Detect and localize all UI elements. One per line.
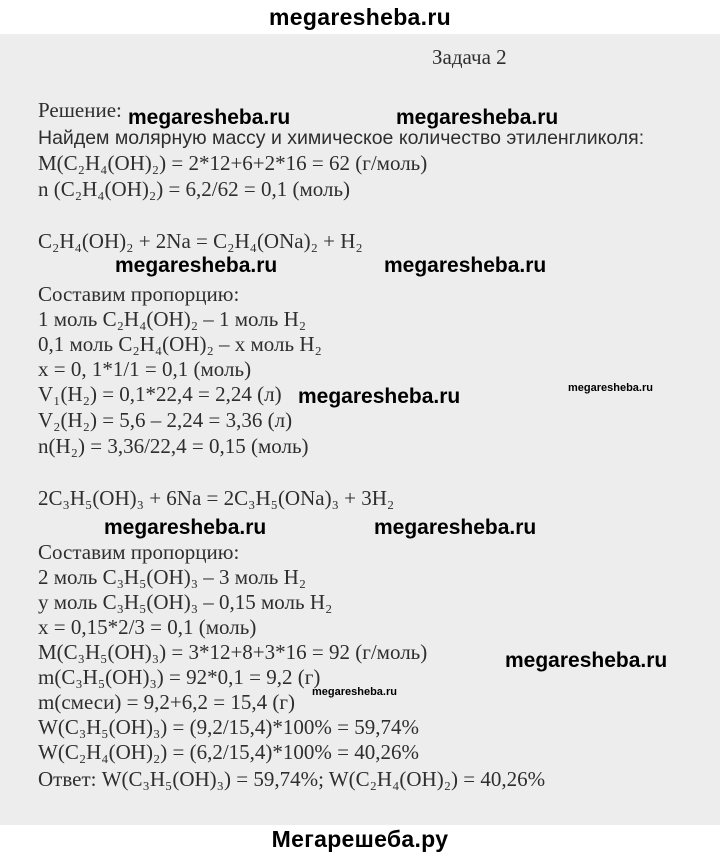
solution-line: V₁(H₂) = 0,1*22,4 = 2,24 (л) (38, 382, 282, 406)
watermark: megaresheba.ru (374, 516, 537, 539)
site-name: megaresheba.ru (269, 4, 451, 30)
solution-line: m(смеси) = 9,2+6,2 = 15,4 (г) (38, 690, 295, 714)
header-bar (0, 0, 720, 34)
watermark: megaresheba.ru (312, 686, 397, 698)
answer-line: Ответ: W(C₃H₅(OH)₃) = 59,74%; W(C₂H₄(OH)₂) = 40,26% (38, 767, 546, 791)
watermark: megaresheba.ru (505, 649, 668, 672)
solution-line: M(C₃H₅(OH)₃) = 3*12+8+3*16 = 92 (г/моль) (38, 640, 428, 664)
solution-line: M(C₂H₄(OH)₂) = 2*12+6+2*16 = 62 (г/моль) (38, 151, 428, 175)
solution-line: V₂(H₂) = 5,6 – 2,24 = 3,36 (л) (38, 408, 293, 432)
solution-line: Составим пропорцию: (38, 282, 240, 306)
footer-bar (0, 825, 720, 857)
watermark: megaresheba.ru (115, 254, 278, 277)
watermark: megaresheba.ru (396, 106, 559, 129)
solution-line: 0,1 моль C₂H₄(OH)₂ – x моль H₂ (38, 332, 322, 356)
watermark: megaresheba.ru (104, 516, 267, 539)
solution-line: Найдем молярную массу и химическое количество этиленгликоля: (38, 127, 645, 149)
watermark: megaresheba.ru (128, 106, 291, 129)
reaction-equation: 2C₃H₅(OH)₃ + 6Na = 2C₃H₅(ONa)₃ + 3H₂ (38, 486, 395, 510)
solution-line: 2 моль C₃H₅(OH)₃ – 3 моль H₂ (38, 565, 307, 589)
solution-line: W(C₂H₄(OH)₂) = (6,2/15,4)*100% = 40,26% (38, 740, 420, 764)
solution-line: m(C₃H₅(OH)₃) = 92*0,1 = 9,2 (г) (38, 665, 321, 689)
solution-line: n (C₂H₄(OH)₂) = 6,2/62 = 0,1 (моль) (38, 177, 351, 201)
watermark: megaresheba.ru (384, 254, 547, 277)
reaction-equation: C₂H₄(OH)₂ + 2Na = C₂H₄(ONa)₂ + H₂ (38, 229, 363, 253)
solution-line: 1 моль C₂H₄(OH)₂ – 1 моль H₂ (38, 307, 307, 331)
watermark: megaresheba.ru (568, 382, 653, 394)
footer-site-name: Мегарешеба.ру (271, 826, 449, 852)
task-title: Задача 2 (432, 45, 507, 69)
solution-heading: Решение: (38, 98, 122, 122)
watermark: megaresheba.ru (298, 385, 461, 408)
solution-line: x = 0, 1*1/1 = 0,1 (моль) (38, 357, 252, 381)
solution-line: y моль C₃H₅(OH)₃ – 0,15 моль H₂ (38, 590, 333, 614)
solution-line: x = 0,15*2/3 = 0,1 (моль) (38, 615, 257, 639)
solution-line: n(H₂) = 3,36/22,4 = 0,15 (моль) (38, 434, 309, 458)
solution-line: Составим пропорцию: (38, 540, 240, 564)
solution-line: W(C₃H₅(OH)₃) = (9,2/15,4)*100% = 59,74% (38, 715, 420, 739)
